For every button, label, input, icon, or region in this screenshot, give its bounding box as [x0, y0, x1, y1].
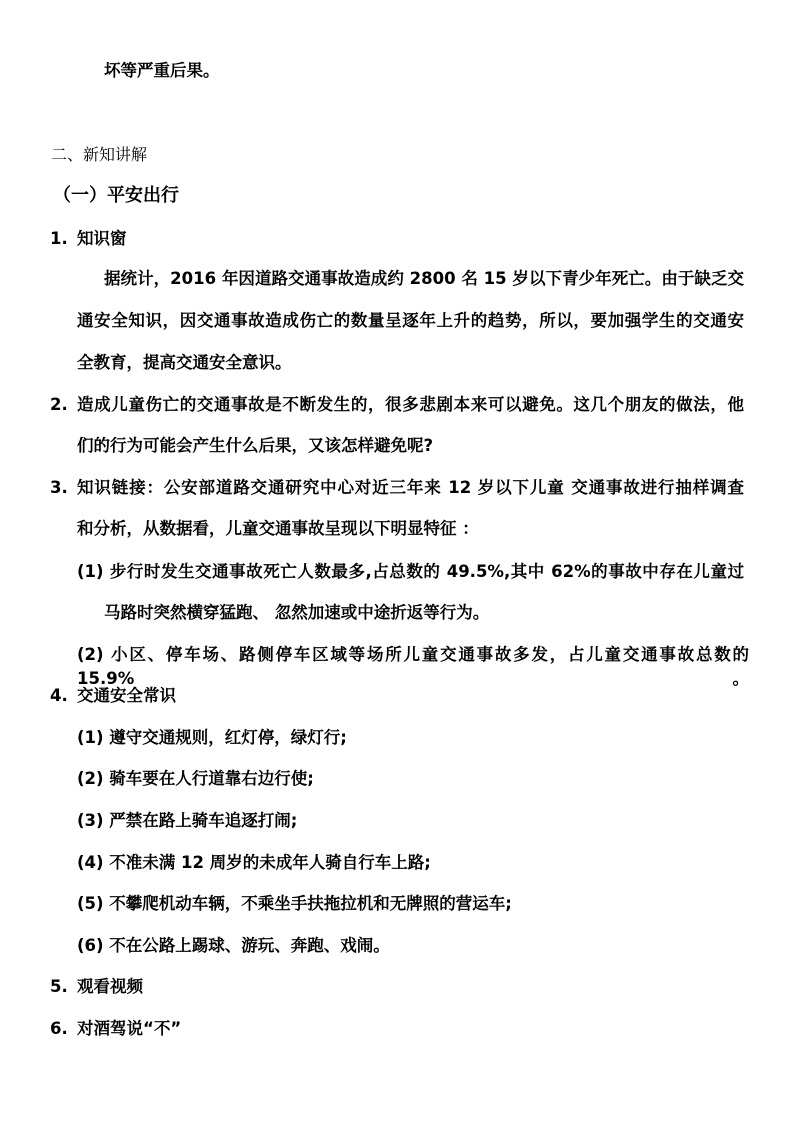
item-1-title: 知识窗	[77, 229, 127, 248]
item-6-title: 对酒驾说“不”	[77, 1019, 182, 1038]
section-title: 二、新知讲解	[51, 145, 148, 164]
item-2-line-2: 们的行为可能会产生什么后果，又该怎样避免呢?	[77, 436, 434, 455]
item-2-line-1: 造成儿童伤亡的交通事故是不断发生的，很多悲剧本来可以避免。这几个朋友的做法，他	[77, 395, 744, 414]
item-5-title: 观看视频	[77, 977, 143, 996]
rule-4: (4) 不准未满 12 周岁的未成年人骑自行车上路;	[77, 853, 431, 872]
rule-5: (5) 不攀爬机动车辆，不乘坐手扶拖拉机和无牌照的营运车;	[77, 894, 512, 913]
intro-continuation: 坏等严重后果。	[104, 61, 220, 80]
item-1-number: 1.	[50, 229, 68, 248]
item-3-subpoint-2-line-1: (2) 小区、停车场、路侧停车区域等场所儿童交通事故多发，占儿童交通事故总数的 15.9%。	[77, 645, 749, 688]
item-3-number: 3.	[50, 478, 68, 497]
item-4-title: 交通安全常识	[77, 686, 176, 705]
subsection-title: （一）平安出行	[53, 185, 179, 206]
item-4-number: 4.	[50, 686, 68, 705]
item-5-number: 5.	[50, 977, 68, 996]
rule-3: (3) 严禁在路上骑车追逐打闹;	[77, 811, 298, 830]
item-1-paragraph-line-1: 据统计，2016 年因道路交通事故造成约 2800 名 15 岁以下青少年死亡。由于缺乏交	[104, 269, 744, 288]
item-1-paragraph-line-2: 通安全知识，因交通事故造成伤亡的数量呈逐年上升的趋势，所以，要加强学生的交通安	[77, 311, 744, 330]
rule-1: (1) 遵守交通规则，红灯停，绿灯行;	[77, 728, 347, 747]
item-3-subpoint-1-line-2: 马路时突然横穿猛跑、 忽然加速或中途折返等行为。	[104, 603, 490, 622]
item-3-line-1: 知识链接：公安部道路交通研究中心对近三年来 12 岁以下儿童 交通事故进行抽样调查	[77, 478, 744, 497]
item-6-number: 6.	[50, 1019, 68, 1038]
rule-2: (2) 骑车要在人行道靠右边行使;	[77, 769, 314, 788]
rule-6: (6) 不在公路上踢球、游玩、奔跑、戏闹。	[77, 936, 390, 955]
item-3-line-2: 和分析，从数据看，儿童交通事故呈现以下明显特征 ：	[77, 519, 479, 538]
item-3-subpoint-1-line-1: (1) 步行时发生交通事故死亡人数最多,占总数的 49.5%,其中 62%的事故中存在儿童过	[77, 562, 744, 581]
item-2-number: 2.	[50, 395, 68, 414]
item-1-paragraph-line-3: 全教育，提高交通安全意识。	[77, 353, 292, 372]
